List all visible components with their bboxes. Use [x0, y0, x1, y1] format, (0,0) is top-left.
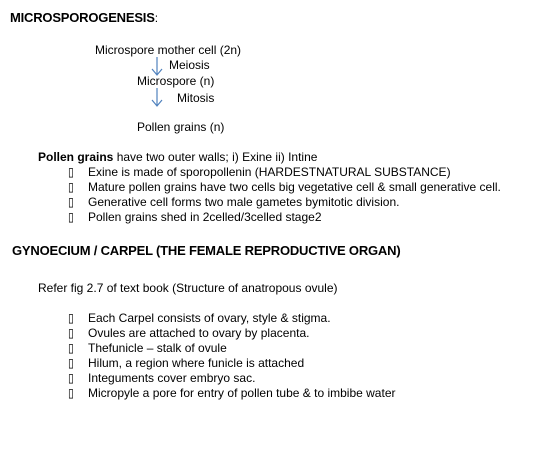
heading-text: MICROSPOROGENESIS — [10, 10, 155, 25]
flow-step-mitosis: Mitosis — [177, 91, 215, 105]
bullet-icon: ▯ — [68, 371, 74, 385]
bullet-icon: ▯ — [68, 386, 74, 400]
list-item-text: Micropyle a pore for entry of pollen tube & to imbibe water — [88, 386, 396, 400]
list-item — [66, 341, 396, 356]
list-item — [66, 180, 501, 195]
heading-colon: : — [154, 11, 158, 25]
list-item-text: Pollen grains shed in 2celled/3celled stage2 — [88, 210, 322, 224]
list-item — [66, 386, 396, 401]
bullet-icon: ▯ — [68, 165, 74, 179]
pollen-intro-text: have two outer walls; i) Exine ii) Intine — [113, 150, 318, 164]
flow-pollen-grains: Pollen grains (n) — [137, 120, 225, 134]
bullet-icon: ▯ — [68, 311, 74, 325]
list-item-text: Each Carpel consists of ovary, style & stigma. — [88, 311, 331, 325]
pollen-bullet-list — [66, 165, 501, 225]
bullet-icon: ▯ — [68, 210, 74, 224]
refer-text: Refer fig 2.7 of text book (Structure of anatropous ovule) — [38, 281, 338, 295]
flow-mother-cell: Microspore mother cell (2n) — [95, 43, 242, 57]
list-item-text: Ovules are attached to ovary by placenta. — [88, 326, 310, 340]
list-item — [66, 371, 396, 386]
bullet-icon: ▯ — [68, 180, 74, 194]
carpel-bullet-list — [66, 311, 396, 401]
heading-microsporogenesis — [10, 11, 158, 25]
list-item-text: Hilum, a region where funicle is attached — [88, 356, 305, 370]
list-item — [66, 326, 396, 341]
list-item — [66, 165, 501, 180]
bullet-icon: ▯ — [68, 195, 74, 209]
bullet-icon: ▯ — [68, 356, 74, 370]
down-arrow-icon — [151, 88, 163, 107]
bullet-icon: ▯ — [68, 326, 74, 340]
list-item — [66, 210, 501, 225]
list-item-text: Thefunicle – stalk of ovule — [88, 341, 227, 355]
list-item-text: Exine is made of sporopollenin (HARDESTNATURAL SUBSTANCE) — [88, 165, 451, 179]
bullet-icon: ▯ — [68, 341, 74, 355]
flow-microspore: Microspore (n) — [137, 74, 215, 88]
pollen-intro-bold: Pollen grains — [38, 150, 114, 164]
heading-gynoecium: GYNOECIUM / CARPEL (THE FEMALE REPRODUCTIVE ORGAN) — [12, 243, 401, 258]
list-item-text: Mature pollen grains have two cells big vegetative cell & small generative cell. — [88, 180, 501, 194]
list-item — [66, 195, 501, 210]
pollen-intro — [38, 150, 317, 164]
flow-step-meiosis: Meiosis — [169, 58, 210, 72]
list-item-text: Generative cell forms two male gametes bymitotic division. — [88, 195, 400, 209]
list-item-text: Integuments cover embryo sac. — [88, 371, 256, 385]
list-item — [66, 311, 396, 326]
list-item — [66, 356, 396, 371]
